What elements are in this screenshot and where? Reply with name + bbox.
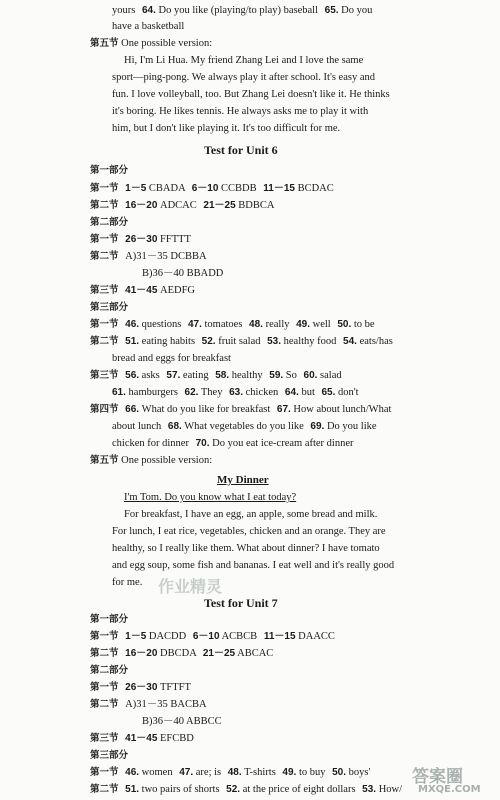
unit-title: Test for Unit 6 <box>204 143 278 157</box>
answer-line: bread and eggs for breakfast <box>112 353 231 364</box>
part-heading: 第一部分 <box>90 165 129 176</box>
answer-line: yours 64. Do you like (playing/to play) baseball 65. Do you <box>112 5 373 16</box>
watermark-url: MXQE.COM <box>418 784 481 795</box>
essay-line: I'm Tom. Do you know what I eat today? <box>124 492 297 503</box>
watermark-logo: 作业精灵 <box>158 577 223 596</box>
answer-line: 第二节 51. eating habits 52. fruit salad 53. healthy food 54. eats/has <box>90 336 393 347</box>
answer-line: 第一节 1－5 CBADA 6－10 CCBDB 11－15 BCDAC <box>90 183 334 194</box>
answer-line: have a basketball <box>112 21 185 32</box>
part-heading: 第二部分 <box>90 217 129 228</box>
watermark-logo: 答案圈 <box>412 767 463 787</box>
answer-line: 第一节 46. women 47. are; is 48. T-shirts 49. to buy 50. boys' <box>90 767 371 778</box>
answer-line: 61. hamburgers 62. They 63. chicken 64. but 65. don't <box>112 387 359 398</box>
essay-line: fun. I love volleyball, too. But Zhang Lei doesn't like it. He thinks <box>112 89 390 100</box>
essay-line: for me. <box>112 577 143 588</box>
answer-line: 第三节 56. asks 57. eating 58. healthy 59. So 60. salad <box>90 370 342 381</box>
answer-line: 第四节 66. What do you like for breakfast 67. How about lunch/What <box>90 404 392 415</box>
essay-line: him, but I don't like playing it. It's too difficult for me. <box>112 123 341 134</box>
essay-line: For breakfast, I have an egg, an apple, some bread and milk. <box>124 509 378 520</box>
answer-line: about lunch 68. What vegetables do you like 69. Do you like <box>112 421 377 432</box>
section-line: 第五节 One possible version: <box>90 455 213 466</box>
answer-line: 第二节 A)31－35 DCBBA <box>90 251 207 262</box>
part-heading: 第一部分 <box>90 614 129 625</box>
section-line: 第五节 One possible version: <box>90 38 213 49</box>
part-heading: 第三部分 <box>90 302 129 313</box>
essay-line: it's boring. He likes tennis. He always asks me to play it with <box>112 106 369 117</box>
answer-line: 第一节 46. questions 47. tomatoes 48. really 49. well 50. to be <box>90 319 375 330</box>
answer-line: 第一节 26－30 TFTFT <box>90 682 191 693</box>
essay-line: and egg soup, some fish and bananas. I eat well and it's really good <box>112 560 395 571</box>
answer-line: 第二节 A)31－35 BACBA <box>90 699 207 710</box>
answer-line: 第一节 26－30 FFTTT <box>90 234 191 245</box>
answer-line: 第二节 16－20 DBCDA 21－25 ABCAC <box>90 648 274 659</box>
essay-line: For lunch, I eat rice, vegetables, chicken and an orange. They are <box>112 526 386 537</box>
answer-line: B)36－40 BBADD <box>142 268 224 279</box>
essay-line: Hi, I'm Li Hua. My friend Zhang Lei and I love the same <box>124 55 364 66</box>
unit-title: Test for Unit 7 <box>204 596 278 610</box>
answer-line: 第二节 16－20 ADCAC 21－25 BDBCA <box>90 200 275 211</box>
essay-line: sport—ping-pong. We always play it after school. It's easy and <box>112 72 376 83</box>
answer-line: 第二节 51. two pairs of shorts 52. at the price of eight dollars 53. How/ <box>90 784 403 795</box>
answer-line: 第三节 41－45 EFCBD <box>90 733 194 744</box>
part-heading: 第三部分 <box>90 750 129 761</box>
part-heading: 第二部分 <box>90 665 129 676</box>
essay-line: healthy, so I really like them. What about dinner? I have tomato <box>112 543 380 554</box>
answer-line: chicken for dinner 70. Do you eat ice-cream after dinner <box>112 438 354 449</box>
answer-line: 第一节 1－5 DACDD 6－10 ACBCB 11－15 DAACC <box>90 631 335 642</box>
answer-line: 第三节 41－45 AEDFG <box>90 285 196 296</box>
answer-line: B)36－40 ABBCC <box>142 716 222 727</box>
essay-title: My Dinner <box>217 474 269 486</box>
